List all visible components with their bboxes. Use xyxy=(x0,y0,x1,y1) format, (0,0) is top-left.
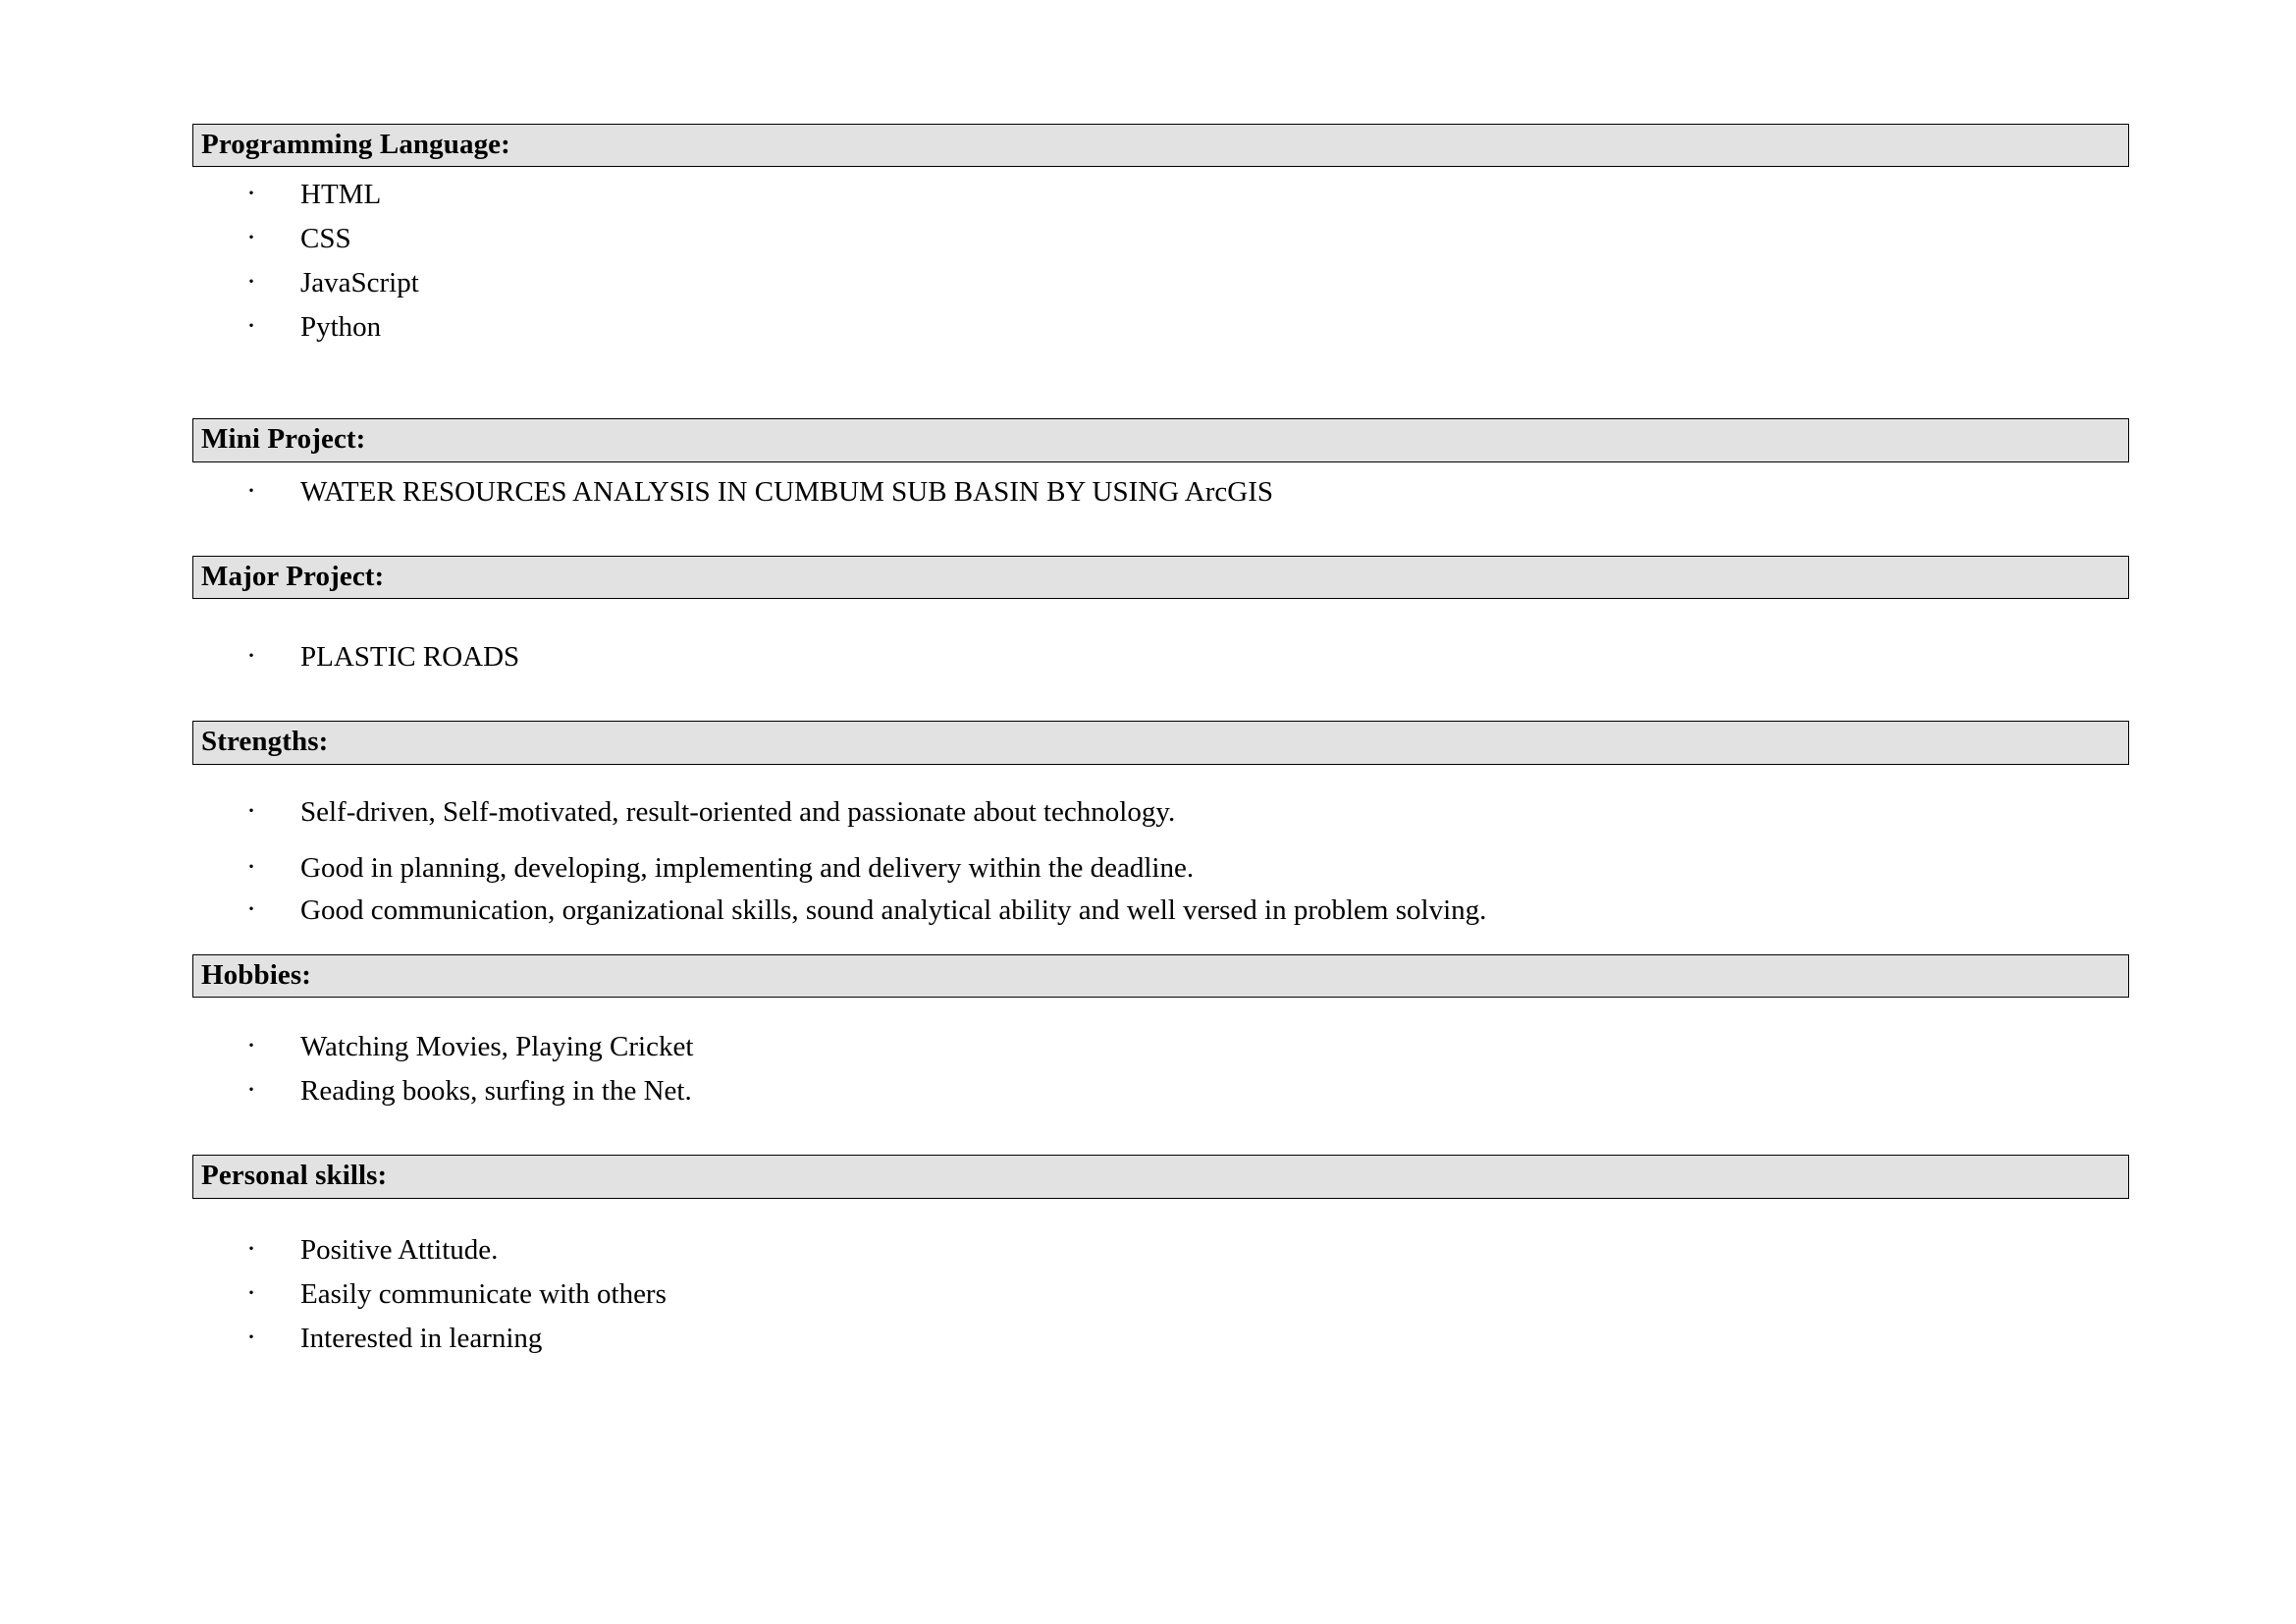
spacer xyxy=(192,342,2129,418)
section-hobbies xyxy=(192,954,2129,1106)
spacer xyxy=(192,1106,2129,1155)
list-item: · Good in planning, developing, implementing and delivery within the deadline. xyxy=(192,854,2129,883)
list-programming-language xyxy=(192,181,2129,342)
list-item: · Interested in learning xyxy=(192,1325,2129,1353)
section-heading-personal-skills: Personal skills: xyxy=(192,1155,2129,1198)
list-mini-project xyxy=(192,475,2129,508)
list-item: · Easily communicate with others xyxy=(192,1280,2129,1309)
section-heading-strengths: Strengths: xyxy=(192,721,2129,764)
section-major-project xyxy=(192,556,2129,672)
section-mini-project xyxy=(192,418,2129,506)
list-item: · Python xyxy=(192,313,2129,342)
list-item: · HTML xyxy=(192,181,2129,209)
section-heading-programming-language: Programming Language: xyxy=(192,124,2129,167)
list-item: · Positive Attitude. xyxy=(192,1236,2129,1265)
list-item: · JavaScript xyxy=(192,269,2129,298)
list-item: · Good communication, organizational skills, sound analytical ability and well versed in problem solving. xyxy=(192,896,2129,925)
list-strengths xyxy=(192,795,2129,926)
list-major-project xyxy=(192,643,2129,672)
spacer xyxy=(192,925,2129,954)
section-heading-hobbies: Hobbies: xyxy=(192,954,2129,998)
section-strengths xyxy=(192,721,2129,924)
list-item: · Self-driven, Self-motivated, result-oriented and passionate about technology. xyxy=(192,798,2129,827)
list-personal-skills xyxy=(192,1233,2129,1354)
spacer xyxy=(192,672,2129,721)
list-item: · CSS xyxy=(192,225,2129,253)
section-heading-mini-project: Mini Project: xyxy=(192,418,2129,461)
section-programming-language xyxy=(192,124,2129,342)
list-item: · Watching Movies, Playing Cricket xyxy=(192,1033,2129,1061)
list-item: · WATER RESOURCES ANALYSIS IN CUMBUM SUB BASIN BY USING ArcGIS xyxy=(192,478,2129,507)
spacer xyxy=(192,507,2129,556)
list-item: · Reading books, surfing in the Net. xyxy=(192,1077,2129,1106)
list-item: · PLASTIC ROADS xyxy=(192,643,2129,672)
list-hobbies xyxy=(192,1033,2129,1106)
section-heading-major-project: Major Project: xyxy=(192,556,2129,599)
section-personal-skills xyxy=(192,1155,2129,1352)
